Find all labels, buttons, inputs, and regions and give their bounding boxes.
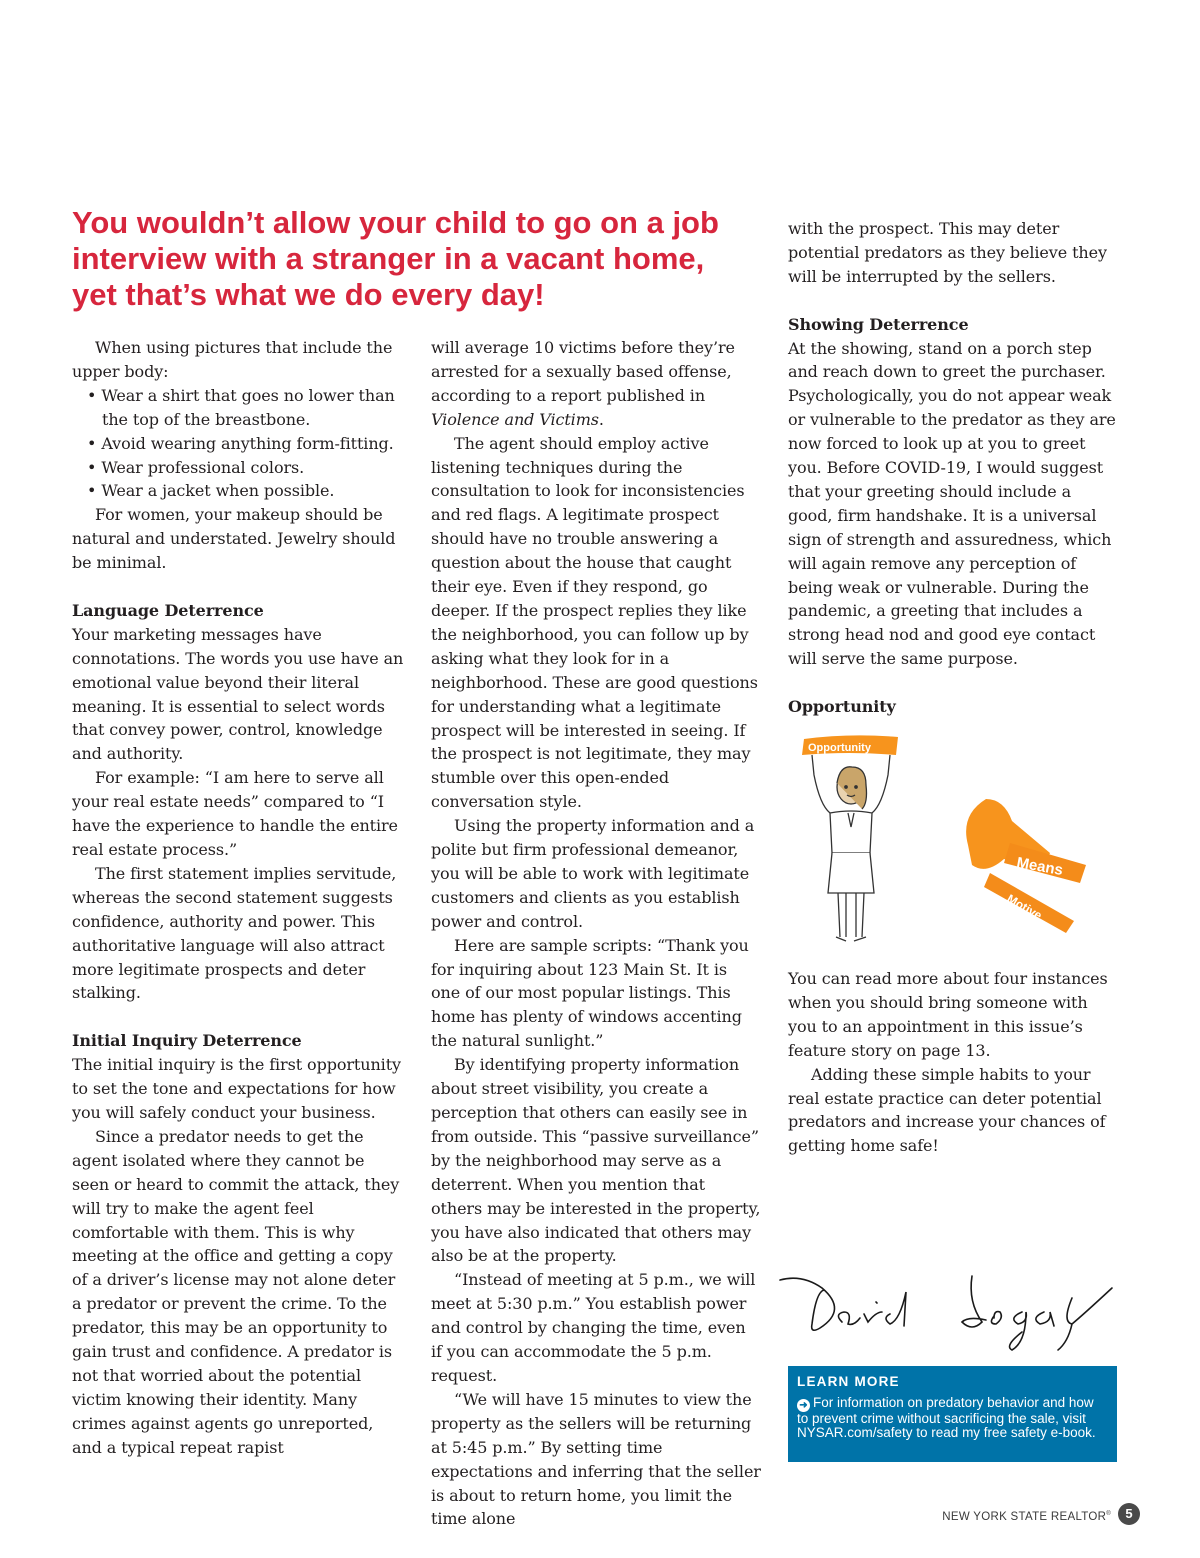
article-column-2 bbox=[431, 336, 761, 1531]
paragraph: When using pictures that include the upper body: bbox=[72, 338, 393, 381]
woman-figure-icon bbox=[812, 755, 890, 941]
attire-tips-list bbox=[72, 384, 406, 504]
paragraph: Your marketing messages have connotations. The words you use have an emotional value beyond their literal meaning. It is essential to select words that convey power, control, knowledge and authority. bbox=[72, 624, 404, 764]
list-item: • Wear professional colors. bbox=[87, 457, 305, 477]
article-column-1 bbox=[72, 336, 406, 1460]
arrow-right-icon: ➜ bbox=[797, 1399, 810, 1412]
article-column-3 bbox=[788, 217, 1118, 719]
motive-label: Motive bbox=[1004, 891, 1045, 923]
learn-more-box bbox=[788, 1366, 1117, 1462]
list-item: • Wear a shirt that goes no lower than the top of the breastbone. bbox=[87, 385, 395, 429]
paragraph: “We will have 15 minutes to view the property as the sellers will be returning at 5:45 p.m.” By setting time expectations and inferring that the seller is about to return home, you limit the time alone bbox=[431, 1389, 761, 1529]
section-heading-initial-inquiry: Initial Inquiry Deterrence bbox=[72, 1031, 302, 1051]
section-heading-language: Language Deterrence bbox=[72, 600, 264, 620]
paragraph: You can read more about four instances when you should bring someone with you to an appointment in this issue’s feature story on page 13. bbox=[788, 969, 1108, 1060]
paragraph: The agent should employ active listening techniques during the consultation to look for inconsistencies and red flags. A legitimate prospect should have no trouble answering a question about the house that caught their eye. Even if they respond, go deeper. If the prospect replies they like the neighborhood, you can follow up by asking what they look for in a neighborhood. These are good questions for understanding what a legitimate prospect will be interested in seeing. If the prospect is not legitimate, they may stumble over this open-ended conversation style. bbox=[431, 433, 758, 812]
publication-name bbox=[942, 1505, 1111, 1526]
journal-title: Violence and Victims bbox=[431, 409, 599, 429]
paragraph: “Instead of meeting at 5 p.m., we will meet at 5:30 p.m.” You establish power and control by changing the time, even if you can accommodate the 5 p.m. request. bbox=[431, 1270, 756, 1385]
list-item: • Wear a jacket when possible. bbox=[87, 481, 335, 501]
paragraph: Here are sample scripts: “Thank you for inquiring about 123 Main St. It is one of our most popular listings. This home has plenty of windows accenting the natural sunlight.” bbox=[431, 935, 749, 1051]
section-heading-opportunity: Opportunity bbox=[788, 697, 896, 717]
article-headline: You wouldn’t allow your child to go on a job interview with a stranger in a vacant home, yet that’s what we do every day! bbox=[72, 205, 719, 312]
banner-label: Opportunity bbox=[808, 742, 871, 754]
list-item: • Avoid wearing anything form-fitting. bbox=[87, 433, 394, 453]
learn-more-text: For information on predatory behavior and how to prevent crime without sacrificing the sale, visit NYSAR.com/safety to read my free safety e-book. bbox=[797, 1395, 1096, 1440]
registered-mark: ® bbox=[1106, 1511, 1111, 1517]
paragraph bbox=[431, 336, 761, 432]
article-column-3-closing bbox=[788, 967, 1118, 1158]
paragraph: By identifying property information about street visibility, you create a perception that others can easily see in from outside. This “passive surveillance” by the neighborhood may serve as a deterrent. When you mention that others may be interested in the property, you have also indicated that others may also be at the property. bbox=[431, 1055, 761, 1266]
paragraph: Adding these simple habits to your real estate practice can deter potential predators and increase your chances of getting home safe! bbox=[788, 1064, 1106, 1156]
paragraph: with the prospect. This may deter potential predators as they believe they will be interrupted by the sellers. bbox=[788, 219, 1107, 286]
section-heading-showing: Showing Deterrence bbox=[788, 314, 969, 334]
paragraph: For women, your makeup should be natural and understated. Jewelry should be minimal. bbox=[72, 505, 396, 573]
paragraph-text: will average 10 victims before they’re arrested for a sexually based offense, according to a report published in bbox=[431, 338, 735, 405]
learn-more-title: LEARN MORE bbox=[797, 1374, 900, 1389]
paragraph: The initial inquiry is the first opportunity to set the tone and expectations for how you will safely conduct your business. bbox=[72, 1055, 401, 1122]
paragraph: Using the property information and a polite but firm professional demeanor, you will be able to work with legitimate customers and clients as you establish power and control. bbox=[431, 816, 755, 931]
page-number: 5 bbox=[1118, 1503, 1140, 1525]
crime-triangle-illustration bbox=[790, 725, 1110, 957]
paragraph: At the showing, stand on a porch step and reach down to greet the purchaser. Psychologically, you do not appear weak or vulnerable to the predator as they are now forced to look up at you to greet you. Before COVID-19, I would suggest that your greeting should include a good, firm handshake. It is a universal sign of strength and assuredness, which will again remove any perception of being weak or vulnerable. During the pandemic, a greeting that includes a strong head nod and good eye contact will serve the same purpose. bbox=[788, 338, 1116, 669]
paragraph: Since a predator needs to get the agent isolated where they cannot be seen or heard to commit the attack, they will try to make the agent feel comfortable with them. This is why meeting at the office and getting a copy of a driver’s license may not alone deter a predator or prevent the crime. To the predator, this may be an opportunity to gain trust and confidence. A predator is not that worried about the potential victim knowing their identity. Many crimes against agents go unreported, and a typical repeat rapist bbox=[72, 1126, 400, 1457]
means-label: Means bbox=[1015, 854, 1065, 880]
opportunity-banner bbox=[802, 735, 898, 755]
paragraph-text: . bbox=[598, 409, 604, 429]
means-motive-triangle-icon bbox=[966, 799, 1086, 933]
learn-more-body bbox=[797, 1396, 1107, 1440]
paragraph: The first statement implies servitude, whereas the second statement suggests confidence, authority and power. This authoritative language will also attract more legitimate prospects and deter stalking. bbox=[72, 863, 397, 1003]
paragraph: For example: “I am here to serve all your real estate needs” compared to “I have the experience to handle the entire real estate process.” bbox=[72, 768, 398, 860]
publication-title: NEW YORK STATE REALTOR bbox=[942, 1510, 1107, 1523]
author-signature bbox=[772, 1262, 1122, 1354]
